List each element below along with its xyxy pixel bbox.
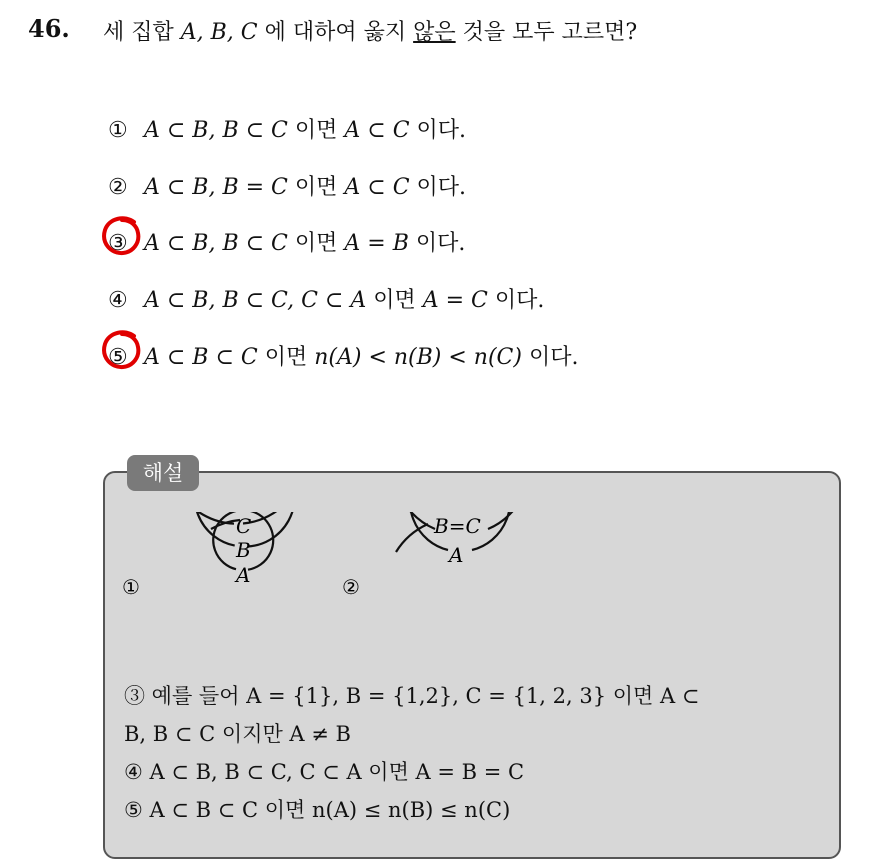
option-condition: A ⊂ B, B = C <box>144 175 288 200</box>
label-a2: A <box>449 543 464 567</box>
red-circle-mark-icon <box>100 214 144 258</box>
option-5[interactable] <box>108 340 578 371</box>
label-c: C <box>236 514 252 538</box>
venn-diagrams <box>110 512 550 662</box>
option-number: ② <box>108 175 128 200</box>
circle-bc-inner <box>396 524 428 552</box>
option-condition: A ⊂ B, B ⊂ C <box>144 231 288 256</box>
solution-tab: 해설 <box>127 455 199 491</box>
option-condition: A ⊂ B, B ⊂ C, C ⊂ A <box>144 288 367 313</box>
question-text-before: 세 집합 <box>103 20 181 45</box>
solution-line-3a: ③ 예를 들어 A = {1}, B = {1,2}, C = {1, 2, 3} 이면 A ⊂ <box>124 684 700 708</box>
option-number: ⑤ <box>108 345 128 370</box>
question-text-mid: 에 대하여 옳지 <box>257 20 414 45</box>
option-number: ③ <box>108 231 128 256</box>
option-then: 이면 <box>287 175 345 200</box>
label-a: A <box>236 563 251 587</box>
question-sets: A, B, C <box>180 20 258 45</box>
option-number: ① <box>108 118 128 143</box>
label-b: B <box>236 538 251 562</box>
diagram-1-number: ① <box>122 575 140 599</box>
option-end: 이다. <box>409 118 467 143</box>
option-end: 이다. <box>521 345 579 370</box>
question-number: 46. <box>28 14 70 43</box>
diagram-2-number: ② <box>342 575 360 599</box>
option-then: 이면 <box>257 345 315 370</box>
option-condition: A ⊂ B ⊂ C <box>144 345 258 370</box>
option-4[interactable] <box>108 283 544 314</box>
underlined-word: 않은 <box>413 20 456 45</box>
option-then: 이면 <box>287 231 345 256</box>
red-circle-mark-icon <box>100 328 144 372</box>
option-end: 이다. <box>408 231 466 256</box>
question-text-after: 것을 모두 고르면? <box>455 20 638 45</box>
option-result: A = C <box>422 288 488 313</box>
solution-line-3b: B, B ⊂ C 이지만 A ≠ B <box>124 722 351 746</box>
option-end: 이다. <box>487 288 545 313</box>
option-3[interactable] <box>108 226 465 257</box>
option-2[interactable] <box>108 170 466 201</box>
option-end: 이다. <box>409 175 467 200</box>
option-result: A = B <box>344 231 409 256</box>
option-result: A ⊂ C <box>344 175 410 200</box>
option-condition: A ⊂ B, B ⊂ C <box>144 118 288 143</box>
option-then: 이면 <box>287 118 345 143</box>
question-text <box>103 15 637 46</box>
option-number: ④ <box>108 288 128 313</box>
option-then: 이면 <box>366 288 423 313</box>
solution-line-4: ④ A ⊂ B, B ⊂ C, C ⊂ A 이면 A = B = C <box>124 760 525 784</box>
solution-line-5: ⑤ A ⊂ B ⊂ C 이면 n(A) ≤ n(B) ≤ n(C) <box>124 798 511 822</box>
label-b-equals-c: B=C <box>434 514 481 538</box>
option-result: A ⊂ C <box>344 118 410 143</box>
option-result: n(A) < n(B) < n(C) <box>314 345 522 370</box>
option-1[interactable] <box>108 113 466 144</box>
